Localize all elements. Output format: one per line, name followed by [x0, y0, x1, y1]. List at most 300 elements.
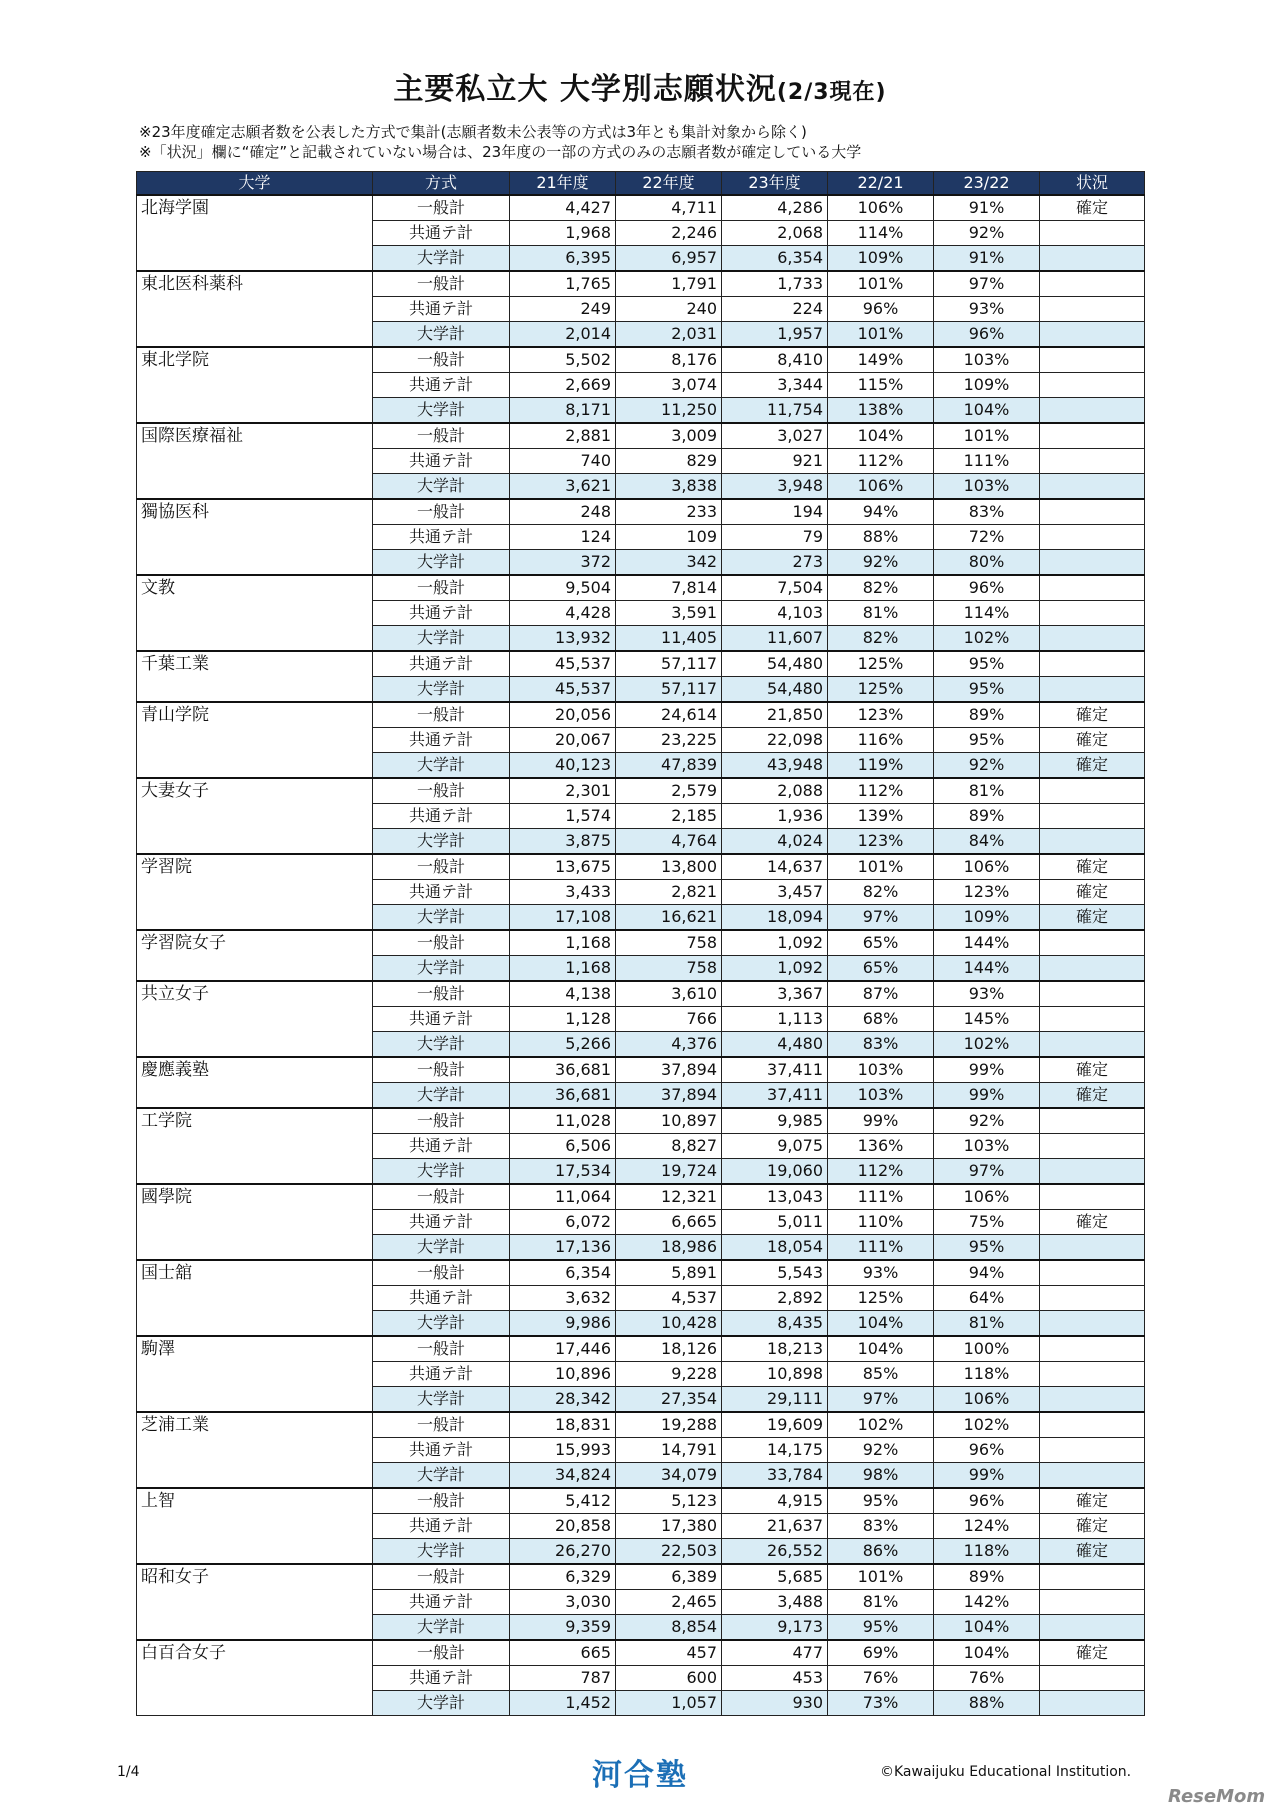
- method-cell: 一般計: [373, 981, 510, 1007]
- table-row: [137, 271, 1145, 297]
- university-name: 国際医療福祉: [137, 423, 373, 499]
- value-2021: 4,427: [510, 195, 616, 221]
- table-row: [137, 854, 1145, 880]
- university-name: 白百合女子: [137, 1640, 373, 1716]
- value-2023: 2,068: [722, 221, 828, 246]
- ratio-22-21: 149%: [828, 347, 934, 373]
- table-row: [137, 930, 1145, 956]
- method-cell: 一般計: [373, 1640, 510, 1666]
- value-2023: 43,948: [722, 753, 828, 779]
- university-name: 千葉工業: [137, 651, 373, 702]
- ratio-23-22: 106%: [934, 1184, 1040, 1210]
- value-2023: 22,098: [722, 728, 828, 753]
- ratio-22-21: 82%: [828, 880, 934, 905]
- ratio-23-22: 109%: [934, 905, 1040, 931]
- university-group: [137, 778, 1145, 854]
- value-2023: 18,094: [722, 905, 828, 931]
- university-group: [137, 1640, 1145, 1716]
- status-cell: [1040, 398, 1145, 424]
- value-2022: 600: [616, 1666, 722, 1691]
- value-2021: 6,072: [510, 1210, 616, 1235]
- value-2022: 3,591: [616, 601, 722, 626]
- value-2022: 18,986: [616, 1235, 722, 1261]
- value-2023: 224: [722, 297, 828, 322]
- ratio-22-21: 83%: [828, 1032, 934, 1058]
- ratio-22-21: 95%: [828, 1488, 934, 1514]
- copyright: ©Kawaijuku Educational Institution.: [880, 1764, 1132, 1780]
- method-cell: 一般計: [373, 930, 510, 956]
- ratio-22-21: 112%: [828, 1159, 934, 1185]
- method-cell: 一般計: [373, 1260, 510, 1286]
- ratio-22-21: 125%: [828, 651, 934, 677]
- method-cell: 大学計: [373, 1463, 510, 1489]
- value-2022: 758: [616, 956, 722, 982]
- table-row: [137, 651, 1145, 677]
- value-2021: 3,621: [510, 474, 616, 500]
- status-cell: 確定: [1040, 905, 1145, 931]
- ratio-22-21: 94%: [828, 499, 934, 525]
- note-line: ※「状況」欄に“確定”と記載されていない場合は、23年度の一部の方式のみの志願者数が確定している大学: [139, 143, 862, 161]
- ratio-23-22: 92%: [934, 221, 1040, 246]
- value-2022: 6,665: [616, 1210, 722, 1235]
- value-2022: 3,838: [616, 474, 722, 500]
- status-cell: 確定: [1040, 728, 1145, 753]
- ratio-22-21: 116%: [828, 728, 934, 753]
- method-cell: 大学計: [373, 550, 510, 576]
- university-group: [137, 1184, 1145, 1260]
- value-2021: 20,067: [510, 728, 616, 753]
- value-2023: 930: [722, 1691, 828, 1716]
- university-group: [137, 347, 1145, 423]
- ratio-22-21: 114%: [828, 221, 934, 246]
- kawaijuku-logo: 河合塾: [592, 1758, 688, 1793]
- header-method: 方式: [373, 172, 510, 196]
- table-row: [137, 1260, 1145, 1286]
- method-cell: 一般計: [373, 195, 510, 221]
- table-row: [137, 195, 1145, 221]
- value-2021: 1,168: [510, 956, 616, 982]
- university-group: [137, 195, 1145, 271]
- value-2021: 3,030: [510, 1590, 616, 1615]
- value-2021: 40,123: [510, 753, 616, 779]
- value-2021: 5,266: [510, 1032, 616, 1058]
- value-2021: 20,858: [510, 1514, 616, 1539]
- status-cell: [1040, 1159, 1145, 1185]
- status-cell: 確定: [1040, 1488, 1145, 1514]
- method-cell: 一般計: [373, 347, 510, 373]
- value-2021: 26,270: [510, 1539, 616, 1565]
- university-name: 東北医科薬科: [137, 271, 373, 347]
- method-cell: 共通テ計: [373, 728, 510, 753]
- ratio-23-22: 89%: [934, 1564, 1040, 1590]
- table-row: [137, 778, 1145, 804]
- method-cell: 一般計: [373, 575, 510, 601]
- ratio-23-22: 106%: [934, 854, 1040, 880]
- university-group: [137, 1057, 1145, 1108]
- value-2021: 28,342: [510, 1387, 616, 1413]
- ratio-22-21: 112%: [828, 778, 934, 804]
- value-2022: 19,288: [616, 1412, 722, 1438]
- method-cell: 共通テ計: [373, 221, 510, 246]
- value-2022: 2,579: [616, 778, 722, 804]
- title-date: (2/3現在): [776, 80, 887, 105]
- ratio-23-22: 76%: [934, 1666, 1040, 1691]
- status-cell: [1040, 1134, 1145, 1159]
- method-cell: 共通テ計: [373, 297, 510, 322]
- value-2023: 21,637: [722, 1514, 828, 1539]
- university-name: 昭和女子: [137, 1564, 373, 1640]
- ratio-23-22: 99%: [934, 1083, 1040, 1109]
- status-cell: [1040, 626, 1145, 652]
- ratio-22-21: 69%: [828, 1640, 934, 1666]
- method-cell: 大学計: [373, 1032, 510, 1058]
- status-cell: [1040, 423, 1145, 449]
- ratio-22-21: 104%: [828, 1336, 934, 1362]
- method-cell: 大学計: [373, 1615, 510, 1641]
- value-2021: 3,875: [510, 829, 616, 855]
- status-cell: 確定: [1040, 1640, 1145, 1666]
- value-2023: 5,011: [722, 1210, 828, 1235]
- status-cell: [1040, 1590, 1145, 1615]
- value-2021: 45,537: [510, 677, 616, 703]
- ratio-22-21: 103%: [828, 1083, 934, 1109]
- method-cell: 共通テ計: [373, 1286, 510, 1311]
- university-group: [137, 651, 1145, 702]
- ratio-23-22: 102%: [934, 626, 1040, 652]
- notes: [139, 122, 861, 162]
- header-row: [137, 172, 1145, 196]
- page-title: [0, 64, 1280, 108]
- value-2022: 57,117: [616, 677, 722, 703]
- table-row: [137, 575, 1145, 601]
- ratio-23-22: 88%: [934, 1691, 1040, 1716]
- value-2022: 342: [616, 550, 722, 576]
- value-2022: 4,376: [616, 1032, 722, 1058]
- value-2023: 1,092: [722, 930, 828, 956]
- ratio-22-21: 83%: [828, 1514, 934, 1539]
- ratio-22-21: 81%: [828, 1590, 934, 1615]
- status-cell: [1040, 246, 1145, 272]
- value-2023: 11,754: [722, 398, 828, 424]
- status-cell: [1040, 1184, 1145, 1210]
- university-name: 学習院女子: [137, 930, 373, 981]
- value-2021: 6,354: [510, 1260, 616, 1286]
- status-cell: 確定: [1040, 1514, 1145, 1539]
- ratio-22-21: 95%: [828, 1615, 934, 1641]
- university-name: 学習院: [137, 854, 373, 930]
- university-name: 獨協医科: [137, 499, 373, 575]
- value-2022: 2,465: [616, 1590, 722, 1615]
- status-cell: [1040, 1666, 1145, 1691]
- university-group: [137, 423, 1145, 499]
- value-2021: 5,502: [510, 347, 616, 373]
- method-cell: 大学計: [373, 246, 510, 272]
- ratio-23-22: 93%: [934, 297, 1040, 322]
- value-2022: 14,791: [616, 1438, 722, 1463]
- ratio-22-21: 111%: [828, 1184, 934, 1210]
- value-2021: 1,452: [510, 1691, 616, 1716]
- value-2023: 79: [722, 525, 828, 550]
- ratio-22-21: 97%: [828, 905, 934, 931]
- status-cell: [1040, 601, 1145, 626]
- table-row: [137, 499, 1145, 525]
- status-cell: 確定: [1040, 1083, 1145, 1109]
- university-name: 東北学院: [137, 347, 373, 423]
- ratio-22-21: 81%: [828, 601, 934, 626]
- ratio-22-21: 73%: [828, 1691, 934, 1716]
- value-2021: 1,168: [510, 930, 616, 956]
- value-2021: 11,064: [510, 1184, 616, 1210]
- method-cell: 大学計: [373, 398, 510, 424]
- status-cell: [1040, 1463, 1145, 1489]
- value-2022: 109: [616, 525, 722, 550]
- ratio-22-21: 101%: [828, 1564, 934, 1590]
- method-cell: 共通テ計: [373, 1134, 510, 1159]
- status-cell: [1040, 474, 1145, 500]
- method-cell: 一般計: [373, 1108, 510, 1134]
- value-2022: 57,117: [616, 651, 722, 677]
- value-2021: 1,574: [510, 804, 616, 829]
- value-2022: 16,621: [616, 905, 722, 931]
- value-2022: 5,123: [616, 1488, 722, 1514]
- ratio-22-21: 123%: [828, 829, 934, 855]
- ratio-22-21: 101%: [828, 271, 934, 297]
- table-row: [137, 1108, 1145, 1134]
- value-2021: 6,329: [510, 1564, 616, 1590]
- value-2022: 8,854: [616, 1615, 722, 1641]
- ratio-22-21: 119%: [828, 753, 934, 779]
- value-2021: 6,506: [510, 1134, 616, 1159]
- value-2023: 1,092: [722, 956, 828, 982]
- ratio-22-21: 93%: [828, 1260, 934, 1286]
- value-2023: 2,088: [722, 778, 828, 804]
- method-cell: 一般計: [373, 1564, 510, 1590]
- ratio-22-21: 106%: [828, 474, 934, 500]
- ratio-22-21: 82%: [828, 626, 934, 652]
- ratio-22-21: 88%: [828, 525, 934, 550]
- status-cell: [1040, 1336, 1145, 1362]
- value-2023: 54,480: [722, 651, 828, 677]
- value-2023: 5,685: [722, 1564, 828, 1590]
- ratio-23-22: 144%: [934, 956, 1040, 982]
- ratio-23-22: 96%: [934, 1438, 1040, 1463]
- table-row: [137, 1057, 1145, 1083]
- method-cell: 共通テ計: [373, 1362, 510, 1387]
- ratio-23-22: 103%: [934, 474, 1040, 500]
- value-2023: 10,898: [722, 1362, 828, 1387]
- ratio-23-22: 92%: [934, 753, 1040, 779]
- value-2021: 1,765: [510, 271, 616, 297]
- value-2021: 17,534: [510, 1159, 616, 1185]
- ratio-22-21: 99%: [828, 1108, 934, 1134]
- table-row: [137, 1336, 1145, 1362]
- ratio-22-21: 136%: [828, 1134, 934, 1159]
- status-cell: [1040, 347, 1145, 373]
- method-cell: 大学計: [373, 1387, 510, 1413]
- value-2023: 1,957: [722, 322, 828, 348]
- ratio-23-22: 75%: [934, 1210, 1040, 1235]
- ratio-23-22: 109%: [934, 373, 1040, 398]
- value-2023: 9,173: [722, 1615, 828, 1641]
- value-2021: 9,359: [510, 1615, 616, 1641]
- page-number: 1/4: [117, 1764, 140, 1780]
- value-2022: 1,057: [616, 1691, 722, 1716]
- method-cell: 一般計: [373, 1488, 510, 1514]
- method-cell: 一般計: [373, 423, 510, 449]
- value-2022: 829: [616, 449, 722, 474]
- ratio-23-22: 81%: [934, 1311, 1040, 1337]
- ratio-22-21: 98%: [828, 1463, 934, 1489]
- status-cell: 確定: [1040, 195, 1145, 221]
- value-2023: 4,480: [722, 1032, 828, 1058]
- value-2023: 54,480: [722, 677, 828, 703]
- university-name: 共立女子: [137, 981, 373, 1057]
- value-2022: 23,225: [616, 728, 722, 753]
- value-2023: 21,850: [722, 702, 828, 728]
- value-2021: 4,138: [510, 981, 616, 1007]
- value-2022: 6,957: [616, 246, 722, 272]
- method-cell: 共通テ計: [373, 651, 510, 677]
- value-2023: 4,103: [722, 601, 828, 626]
- value-2022: 2,185: [616, 804, 722, 829]
- ratio-22-21: 65%: [828, 956, 934, 982]
- ratio-22-21: 76%: [828, 1666, 934, 1691]
- value-2021: 372: [510, 550, 616, 576]
- value-2021: 45,537: [510, 651, 616, 677]
- value-2022: 4,537: [616, 1286, 722, 1311]
- ratio-23-22: 104%: [934, 398, 1040, 424]
- ratio-22-21: 92%: [828, 1438, 934, 1463]
- status-cell: 確定: [1040, 753, 1145, 779]
- ratio-23-22: 96%: [934, 1488, 1040, 1514]
- method-cell: 一般計: [373, 702, 510, 728]
- note-line: ※23年度確定志願者数を公表した方式で集計(志願者数未公表等の方式は3年とも集計対象から除く): [139, 123, 807, 141]
- ratio-23-22: 103%: [934, 1134, 1040, 1159]
- status-cell: [1040, 1286, 1145, 1311]
- ratio-23-22: 95%: [934, 651, 1040, 677]
- value-2023: 273: [722, 550, 828, 576]
- method-cell: 共通テ計: [373, 1210, 510, 1235]
- method-cell: 共通テ計: [373, 1438, 510, 1463]
- value-2021: 1,128: [510, 1007, 616, 1032]
- value-2023: 1,936: [722, 804, 828, 829]
- value-2023: 1,113: [722, 1007, 828, 1032]
- method-cell: 共通テ計: [373, 880, 510, 905]
- value-2022: 37,894: [616, 1057, 722, 1083]
- value-2021: 8,171: [510, 398, 616, 424]
- status-cell: [1040, 956, 1145, 982]
- ratio-23-22: 91%: [934, 246, 1040, 272]
- ratio-23-22: 104%: [934, 1615, 1040, 1641]
- value-2021: 4,428: [510, 601, 616, 626]
- value-2023: 3,027: [722, 423, 828, 449]
- university-group: [137, 575, 1145, 651]
- status-cell: [1040, 1438, 1145, 1463]
- status-cell: [1040, 1615, 1145, 1641]
- university-group: [137, 854, 1145, 930]
- ratio-22-21: 112%: [828, 449, 934, 474]
- status-cell: [1040, 550, 1145, 576]
- status-cell: 確定: [1040, 1210, 1145, 1235]
- status-cell: [1040, 322, 1145, 348]
- value-2022: 24,614: [616, 702, 722, 728]
- ratio-22-21: 115%: [828, 373, 934, 398]
- status-cell: 確定: [1040, 880, 1145, 905]
- ratio-23-22: 80%: [934, 550, 1040, 576]
- value-2021: 10,896: [510, 1362, 616, 1387]
- value-2021: 740: [510, 449, 616, 474]
- value-2023: 477: [722, 1640, 828, 1666]
- ratio-23-22: 123%: [934, 880, 1040, 905]
- status-cell: [1040, 778, 1145, 804]
- value-2023: 9,075: [722, 1134, 828, 1159]
- value-2021: 787: [510, 1666, 616, 1691]
- ratio-23-22: 144%: [934, 930, 1040, 956]
- value-2021: 124: [510, 525, 616, 550]
- method-cell: 大学計: [373, 322, 510, 348]
- table-row: [137, 347, 1145, 373]
- value-2023: 8,435: [722, 1311, 828, 1337]
- value-2022: 4,764: [616, 829, 722, 855]
- ratio-22-21: 68%: [828, 1007, 934, 1032]
- method-cell: 一般計: [373, 271, 510, 297]
- ratio-22-21: 96%: [828, 297, 934, 322]
- table-row: [137, 1564, 1145, 1590]
- ratio-23-22: 95%: [934, 677, 1040, 703]
- ratio-23-22: 96%: [934, 322, 1040, 348]
- university-name: 國學院: [137, 1184, 373, 1260]
- value-2022: 17,380: [616, 1514, 722, 1539]
- value-2022: 18,126: [616, 1336, 722, 1362]
- value-2023: 11,607: [722, 626, 828, 652]
- value-2023: 14,637: [722, 854, 828, 880]
- method-cell: 一般計: [373, 854, 510, 880]
- university-name: 文教: [137, 575, 373, 651]
- value-2023: 33,784: [722, 1463, 828, 1489]
- value-2023: 4,024: [722, 829, 828, 855]
- value-2023: 26,552: [722, 1539, 828, 1565]
- value-2022: 2,246: [616, 221, 722, 246]
- value-2023: 18,213: [722, 1336, 828, 1362]
- header-2021: 21年度: [510, 172, 616, 196]
- ratio-23-22: 84%: [934, 829, 1040, 855]
- ratio-23-22: 102%: [934, 1032, 1040, 1058]
- table-row: [137, 1184, 1145, 1210]
- value-2022: 3,074: [616, 373, 722, 398]
- method-cell: 一般計: [373, 1336, 510, 1362]
- ratio-22-21: 102%: [828, 1412, 934, 1438]
- table-row: [137, 1640, 1145, 1666]
- ratio-22-21: 101%: [828, 854, 934, 880]
- value-2021: 665: [510, 1640, 616, 1666]
- method-cell: 大学計: [373, 829, 510, 855]
- university-name: 工学院: [137, 1108, 373, 1184]
- ratio-23-22: 100%: [934, 1336, 1040, 1362]
- ratio-22-21: 138%: [828, 398, 934, 424]
- value-2023: 4,286: [722, 195, 828, 221]
- value-2022: 11,250: [616, 398, 722, 424]
- university-group: [137, 702, 1145, 778]
- method-cell: 共通テ計: [373, 1590, 510, 1615]
- ratio-23-22: 81%: [934, 778, 1040, 804]
- university-name: 芝浦工業: [137, 1412, 373, 1488]
- status-cell: [1040, 499, 1145, 525]
- value-2022: 7,814: [616, 575, 722, 601]
- method-cell: 大学計: [373, 1539, 510, 1565]
- status-cell: [1040, 1387, 1145, 1413]
- ratio-23-22: 89%: [934, 702, 1040, 728]
- ratio-22-21: 104%: [828, 1311, 934, 1337]
